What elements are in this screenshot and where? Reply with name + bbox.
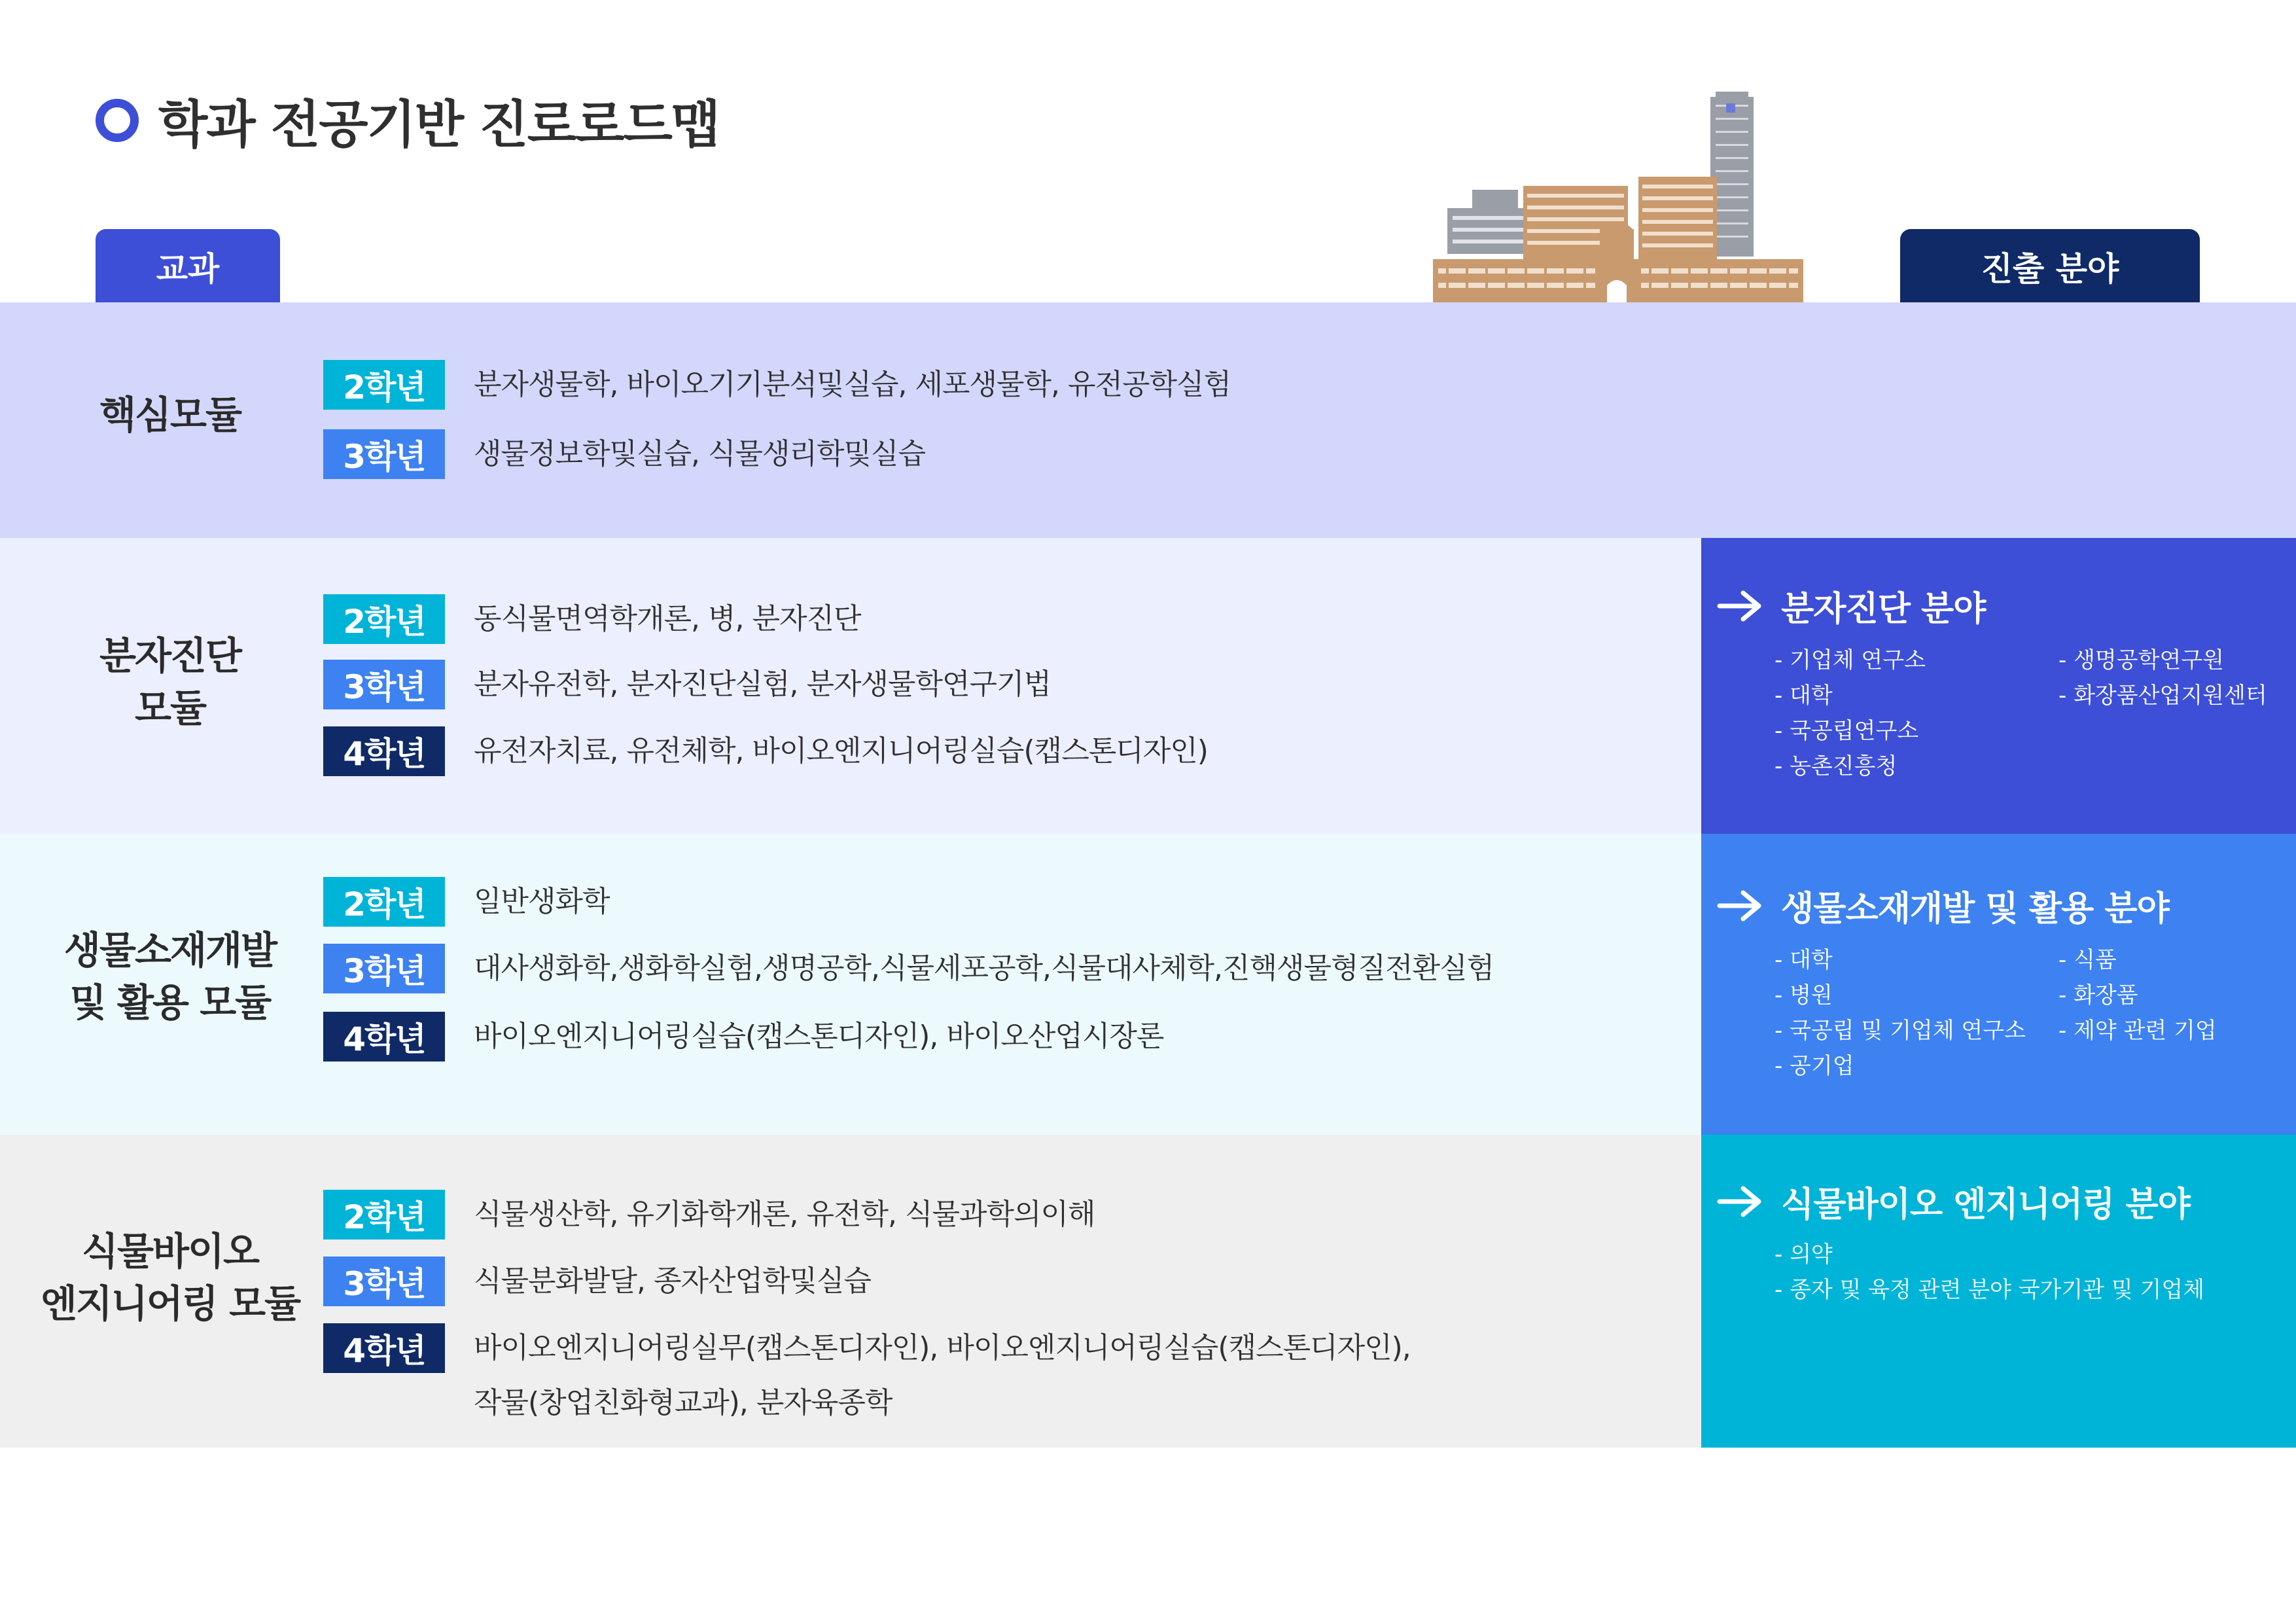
module-name: 핵심모듈 [99,393,241,437]
career-item: - 기업체 연구소 [1775,647,1926,673]
grade-badge: 4학년 [323,1012,445,1061]
course-list: 대사생화학,생화학실험,생명공학,식물세포공학,식물대사체학,진핵생물형질전환실험 [474,952,1494,985]
page-header [96,84,719,157]
grade-badge: 4학년 [323,726,445,776]
career-list [1775,942,2026,1084]
module-plant-bioengineering [0,1135,1701,1448]
grade-row [323,1323,1411,1431]
career-item: - 의약 [1775,1241,1833,1268]
module-name: 생물소재개발 및 활용 모듈 [63,928,277,1026]
grade-row [323,1012,1163,1064]
course-list: 동식물면역학개론, 병, 분자진단 [474,602,861,635]
career-item: - 병원 [1775,982,1833,1008]
career-item: - 국공립 및 기업체 연구소 [1775,1018,2026,1044]
career-title: 식물바이오 엔지니어링 분야 [1781,1185,2190,1224]
page-title: 학과 전공기반 진로로드맵 [158,96,720,154]
course-list: 식물분화발달, 종자산업학및실습 [474,1264,872,1298]
career-list [1775,643,1926,784]
career-title: 생물소재개발 및 활용 분야 [1781,889,2169,929]
career-item: - 식품 [2058,947,2117,973]
arrow-right-icon [1717,1185,1764,1219]
grade-row [323,594,861,647]
course-list: 분자유전학, 분자진단실험, 분자생물학연구기법 [474,668,1051,701]
course-list: 바이오엔지니어링실습(캡스톤디자인), 바이오산업시장론 [474,1020,1164,1053]
module-name: 식물바이오 엔지니어링 모듈 [40,1229,300,1327]
campus-buildings-illustration [1433,92,1803,304]
grade-row [323,1257,871,1309]
career-item: - 농촌진흥청 [1775,753,1898,779]
career-item: - 대학 [1775,683,1833,709]
arrow-right-icon [1717,889,1764,923]
grade-badge: 4학년 [323,1323,445,1373]
grade-badge: 2학년 [323,594,445,644]
module-name: 분자진단 모듈 [99,633,241,731]
ring-bullet-icon [96,99,139,142]
course-list: 바이오엔지니어링실무(캡스톤디자인), 바이오엔지니어링실습(캡스톤디자인), 작물(창업친화형교과), 분자육종학 [474,1331,1411,1419]
career-item: - 대학 [1775,947,1833,973]
grade-row [323,660,1051,712]
career-item: - 공기업 [1775,1053,1854,1079]
career-item: - 화장품산업지원센터 [2058,683,2267,709]
grade-row [323,429,925,482]
grade-badge: 2학년 [323,1190,445,1240]
tab-career-fields: 진출 분야 [1900,229,2200,304]
career-heading [1717,1177,2190,1226]
module-molecular-diagnosis [0,538,1701,834]
grade-badge: 3학년 [323,944,445,993]
grade-badge: 3학년 [323,1257,445,1306]
career-item: - 화장품 [2058,982,2138,1008]
career-item: - 제약 관련 기업 [2058,1018,2217,1044]
course-list: 생물정보학및실습, 식물생리학및실습 [474,437,926,471]
career-list [1775,1237,2204,1308]
grade-badge: 2학년 [323,360,445,410]
career-biomaterial [1701,834,2296,1135]
career-item: - 생명공학연구원 [2058,647,2224,673]
career-heading [1717,881,2169,930]
career-list [2058,643,2267,713]
career-plant-bioengineering [1701,1135,2296,1448]
grade-row [323,360,1231,412]
grade-badge: 3학년 [323,660,445,709]
grade-badge: 3학년 [323,429,445,479]
arrow-right-icon [1717,589,1764,623]
module-biomaterial [0,834,1701,1135]
career-title: 분자진단 분야 [1781,590,1986,629]
career-item: - 종자 및 육정 관련 분야 국가기관 및 기업체 [1775,1277,2205,1303]
grade-row [323,877,610,929]
career-molecular-diagnosis [1701,538,2296,834]
grade-row [323,1190,1095,1242]
grade-row [323,726,1208,779]
career-item: - 국공립연구소 [1775,718,1919,744]
module-core [0,302,2296,538]
course-list: 유전자치료, 유전체학, 바이오엔지니어링실습(캡스톤디자인) [474,734,1208,768]
grade-badge: 2학년 [323,877,445,927]
course-list: 분자생물학, 바이오기기분석및실습, 세포생물학, 유전공학실험 [474,368,1231,401]
course-list: 식물생산학, 유기화학개론, 유전학, 식물과학의이해 [474,1198,1095,1231]
tab-subjects: 교과 [96,229,280,304]
career-heading [1717,581,1986,630]
grade-row [323,944,1494,996]
course-list: 일반생화학 [474,885,610,918]
career-list [2058,942,2217,1048]
